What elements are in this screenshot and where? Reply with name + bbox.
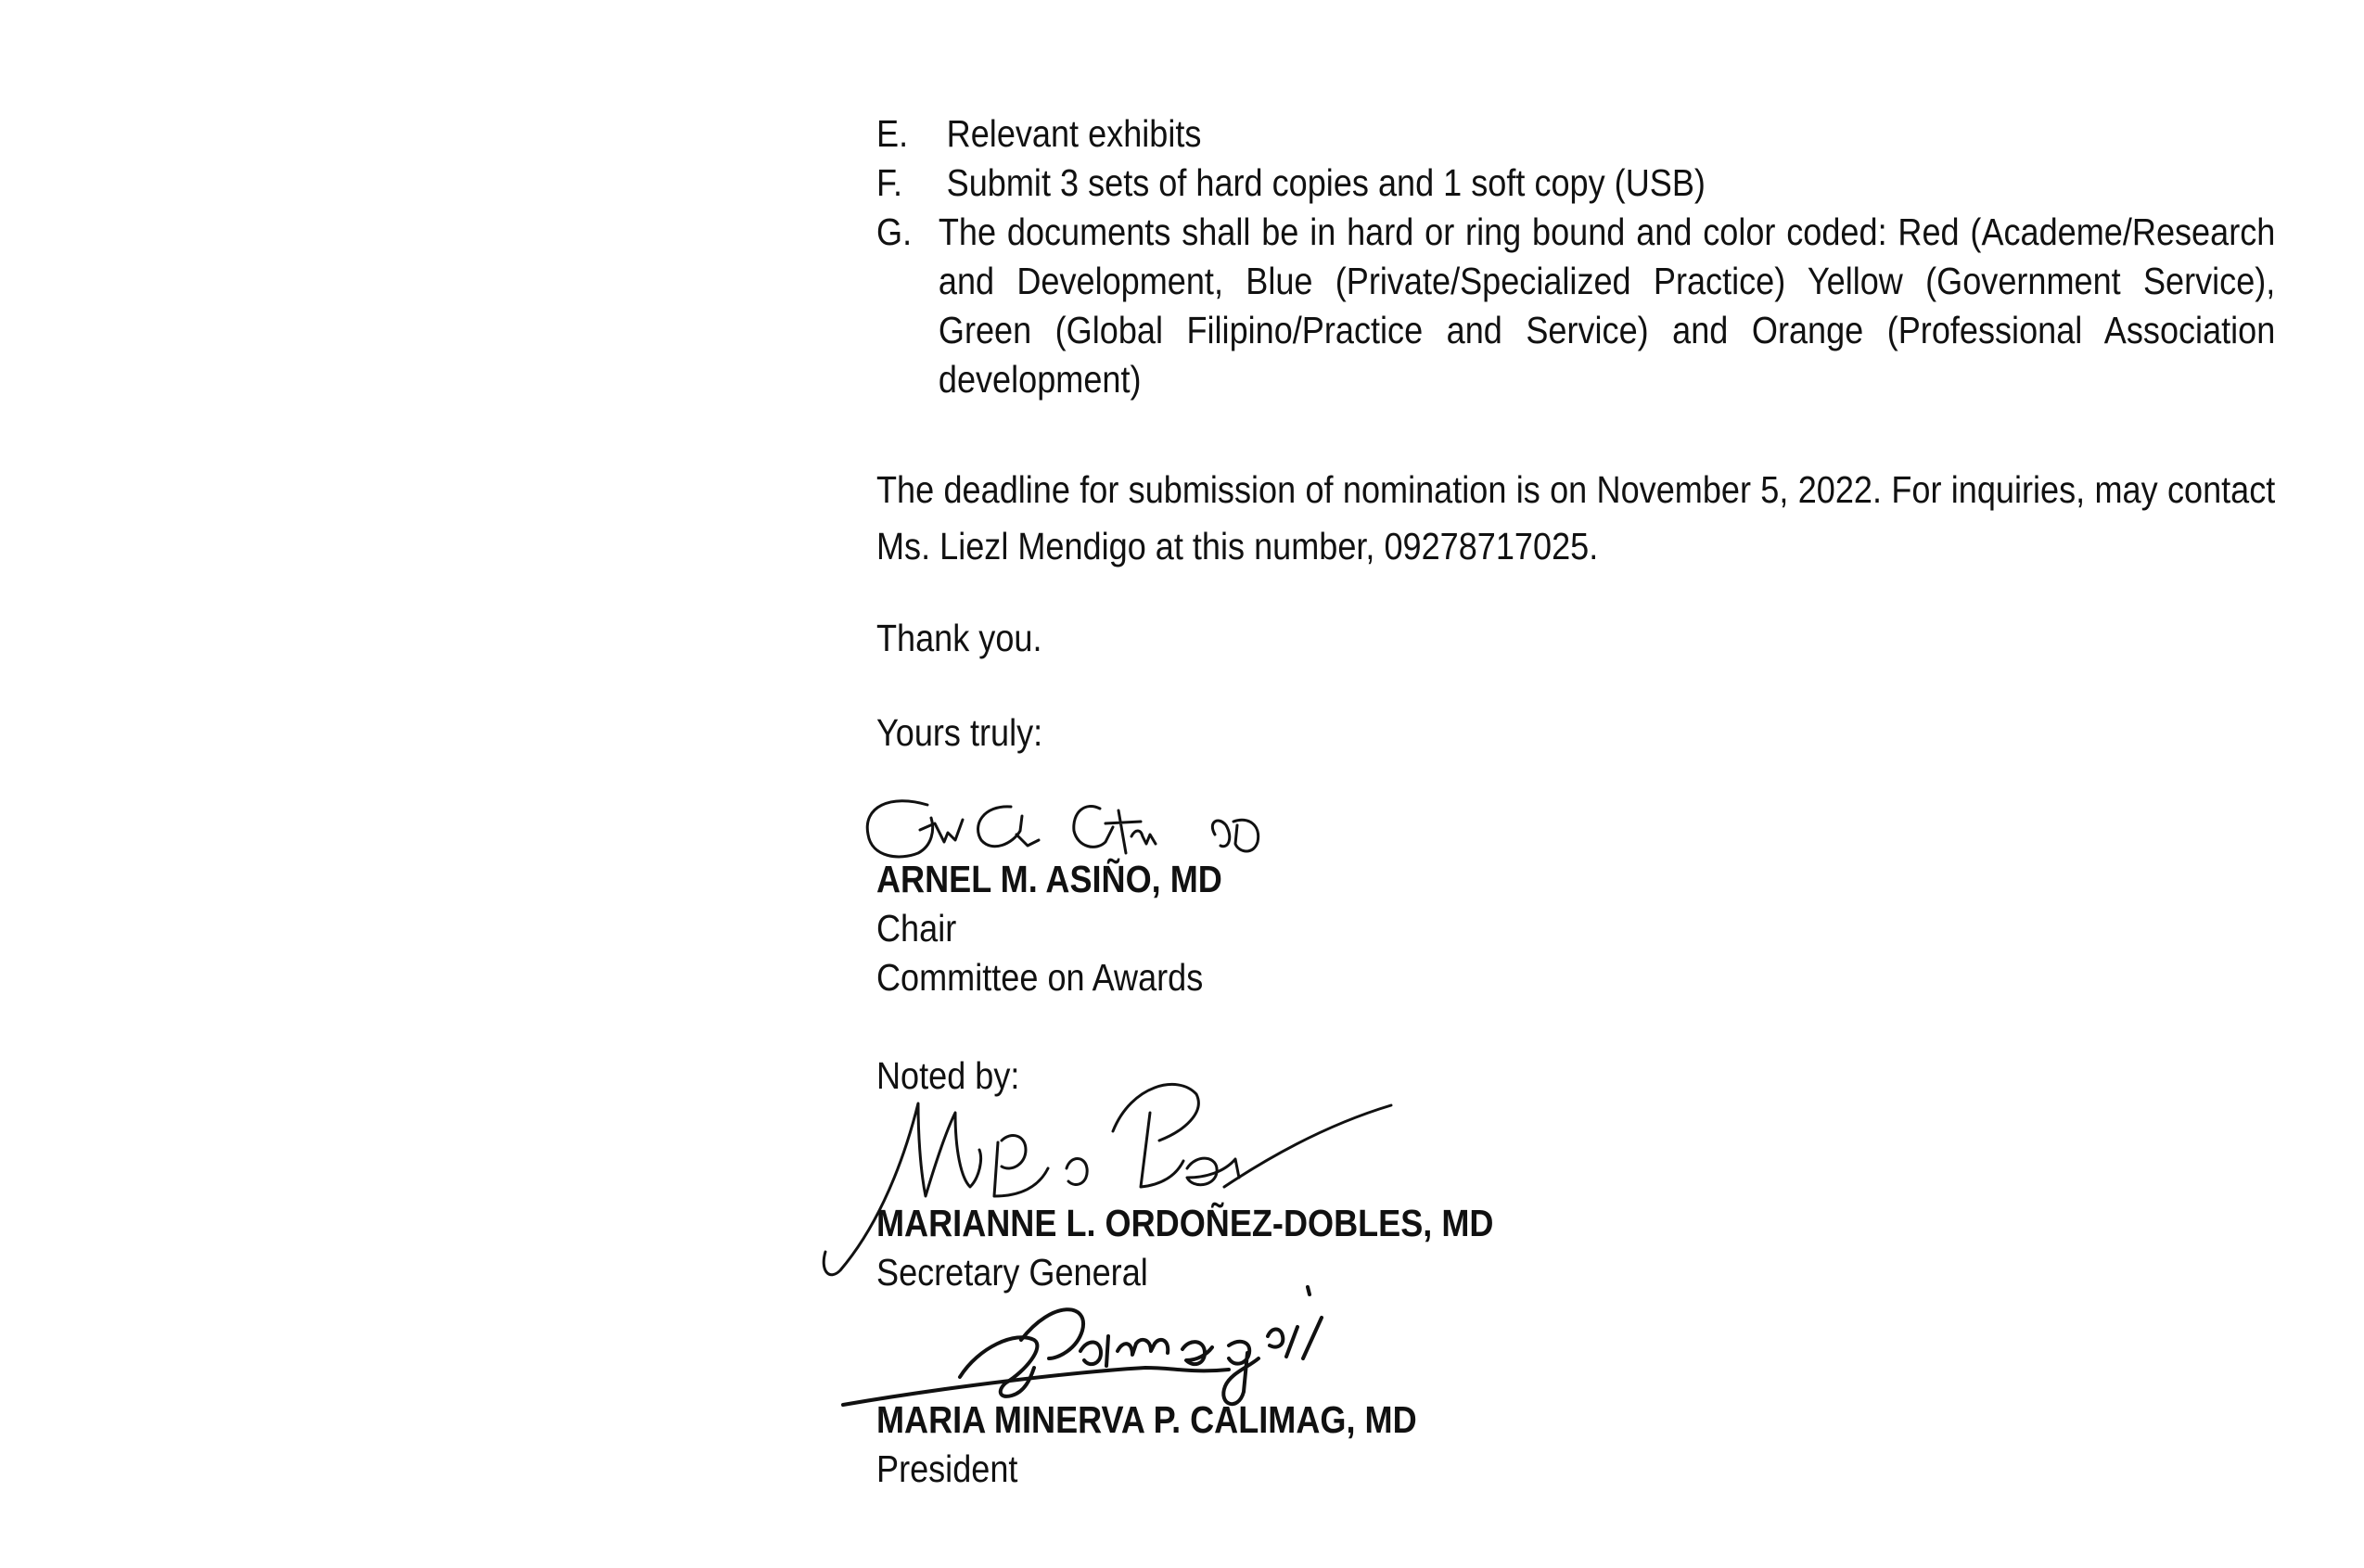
signatory-2-title: Secretary General [876, 1251, 1148, 1294]
signatory-3-name: MARIA MINERVA P. CALIMAG, MD [876, 1398, 1417, 1441]
closing-line: Yours truly: [876, 711, 1043, 754]
list-item-e [876, 109, 2275, 159]
list-letter: G. [876, 210, 913, 253]
signature-2 [816, 1076, 1428, 1298]
list-item-f [876, 159, 2275, 208]
list-text: Relevant exhibits [946, 112, 1202, 155]
list-text: The documents shall be in hard or ring bound and color coded: Red (Academe/Research and Development, Blue (Private/Specialized Practice) Yellow (Government Service), Green (Global Filipino/Practice and Service) and Orange (Professional Association development) [938, 210, 2276, 401]
list-item-g [876, 208, 2275, 404]
signatory-3-title: President [876, 1447, 1018, 1490]
signature-3 [839, 1303, 1489, 1433]
signatory-1-unit: Committee on Awards [876, 956, 1204, 999]
list-letter: E. [876, 112, 909, 155]
signatory-2-name: MARIANNE L. ORDOÑEZ-DOBLES, MD [876, 1202, 1494, 1244]
noted-by-line: Noted by: [876, 1054, 1020, 1097]
thanks-line: Thank you. [876, 617, 1042, 659]
deadline-paragraph: The deadline for submission of nomination is on November 5, 2022. For inquiries, may contact Ms. Liezl Mendigo at this number, 09278717025. [876, 468, 2276, 567]
list-text: Submit 3 sets of hard copies and 1 soft copy (USB) [946, 161, 1706, 204]
list-letter: F. [876, 161, 903, 204]
signatory-1-title: Chair [876, 907, 957, 950]
signatory-1-name: ARNEL M. ASIÑO, MD [876, 858, 1222, 900]
signature-1 [863, 788, 1308, 881]
requirements-list [876, 109, 2364, 404]
